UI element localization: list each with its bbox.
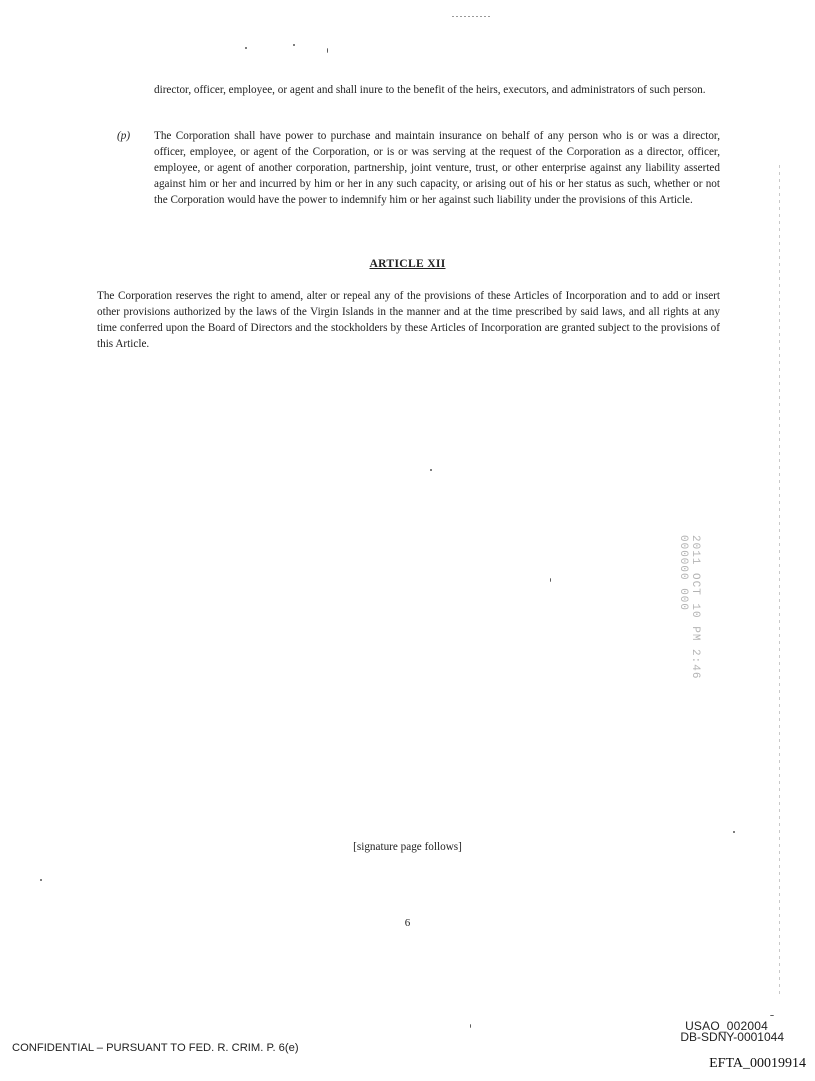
page-number: 6: [404, 917, 411, 929]
scan-speck: [733, 831, 735, 833]
confidential-footer: CONFIDENTIAL – PURSUANT TO FED. R. CRIM. P. 6(e): [12, 1042, 299, 1054]
scan-speck: [293, 44, 295, 46]
bates-db: DB-SDNY-0001044: [680, 1030, 784, 1044]
scan-speck: [430, 469, 432, 471]
efta-number: EFTA_00019914: [709, 1056, 806, 1071]
item-p-text: The Corporation shall have power to purchase and maintain insurance on behalf of any person who is or was a director, officer, employee, or agent of the Corporation, or is or was serving at the request of the Corporation as a director, officer, employee, or agent of another corporation, partnership, joint venture, trust, or other enterprise against any liability asserted against him or her and incurred by him or her in any such capacity, or arising out of his or her status as such, whether or not the Corporation would have the power to indemnify him or her against such liability under the provisions of this Article.: [154, 130, 720, 206]
scan-mark: [452, 16, 492, 17]
scan-edge-line: [779, 165, 780, 995]
continuation-paragraph: director, officer, employee, or agent and shall inure to the benefit of the heirs, executors, and administrators of such person.: [154, 84, 706, 96]
scan-speck: [470, 1024, 471, 1028]
stamp-line-1: 2011 OCT 10 PM 2:46: [689, 535, 701, 680]
scan-speck: [40, 879, 42, 881]
bates-usao: USAO_002004: [685, 1019, 768, 1033]
article-heading: ARTICLE XII: [369, 257, 446, 270]
article-body: The Corporation reserves the right to amend, alter or repeal any of the provisions of these Articles of Incorporation and to add or insert other provisions authorized by the laws of the Virgin Islands in the manner and at the time prescribed by said laws, and all rights at any time conferred upon the Board of Directors and the stockholders by these Articles of Incorporation are granted subject to the provisions of this Article.: [97, 290, 720, 350]
scan-speck: [550, 578, 551, 582]
scan-speck: [327, 48, 328, 53]
scan-speck: [770, 1015, 774, 1016]
scan-speck: [245, 47, 247, 49]
signature-note: [signature page follows]: [353, 841, 462, 853]
stamp-line-2: 000000 000: [677, 535, 689, 612]
item-p-marker: (p): [117, 130, 131, 142]
filing-stamp: [601, 535, 701, 680]
item-p: [117, 128, 720, 208]
